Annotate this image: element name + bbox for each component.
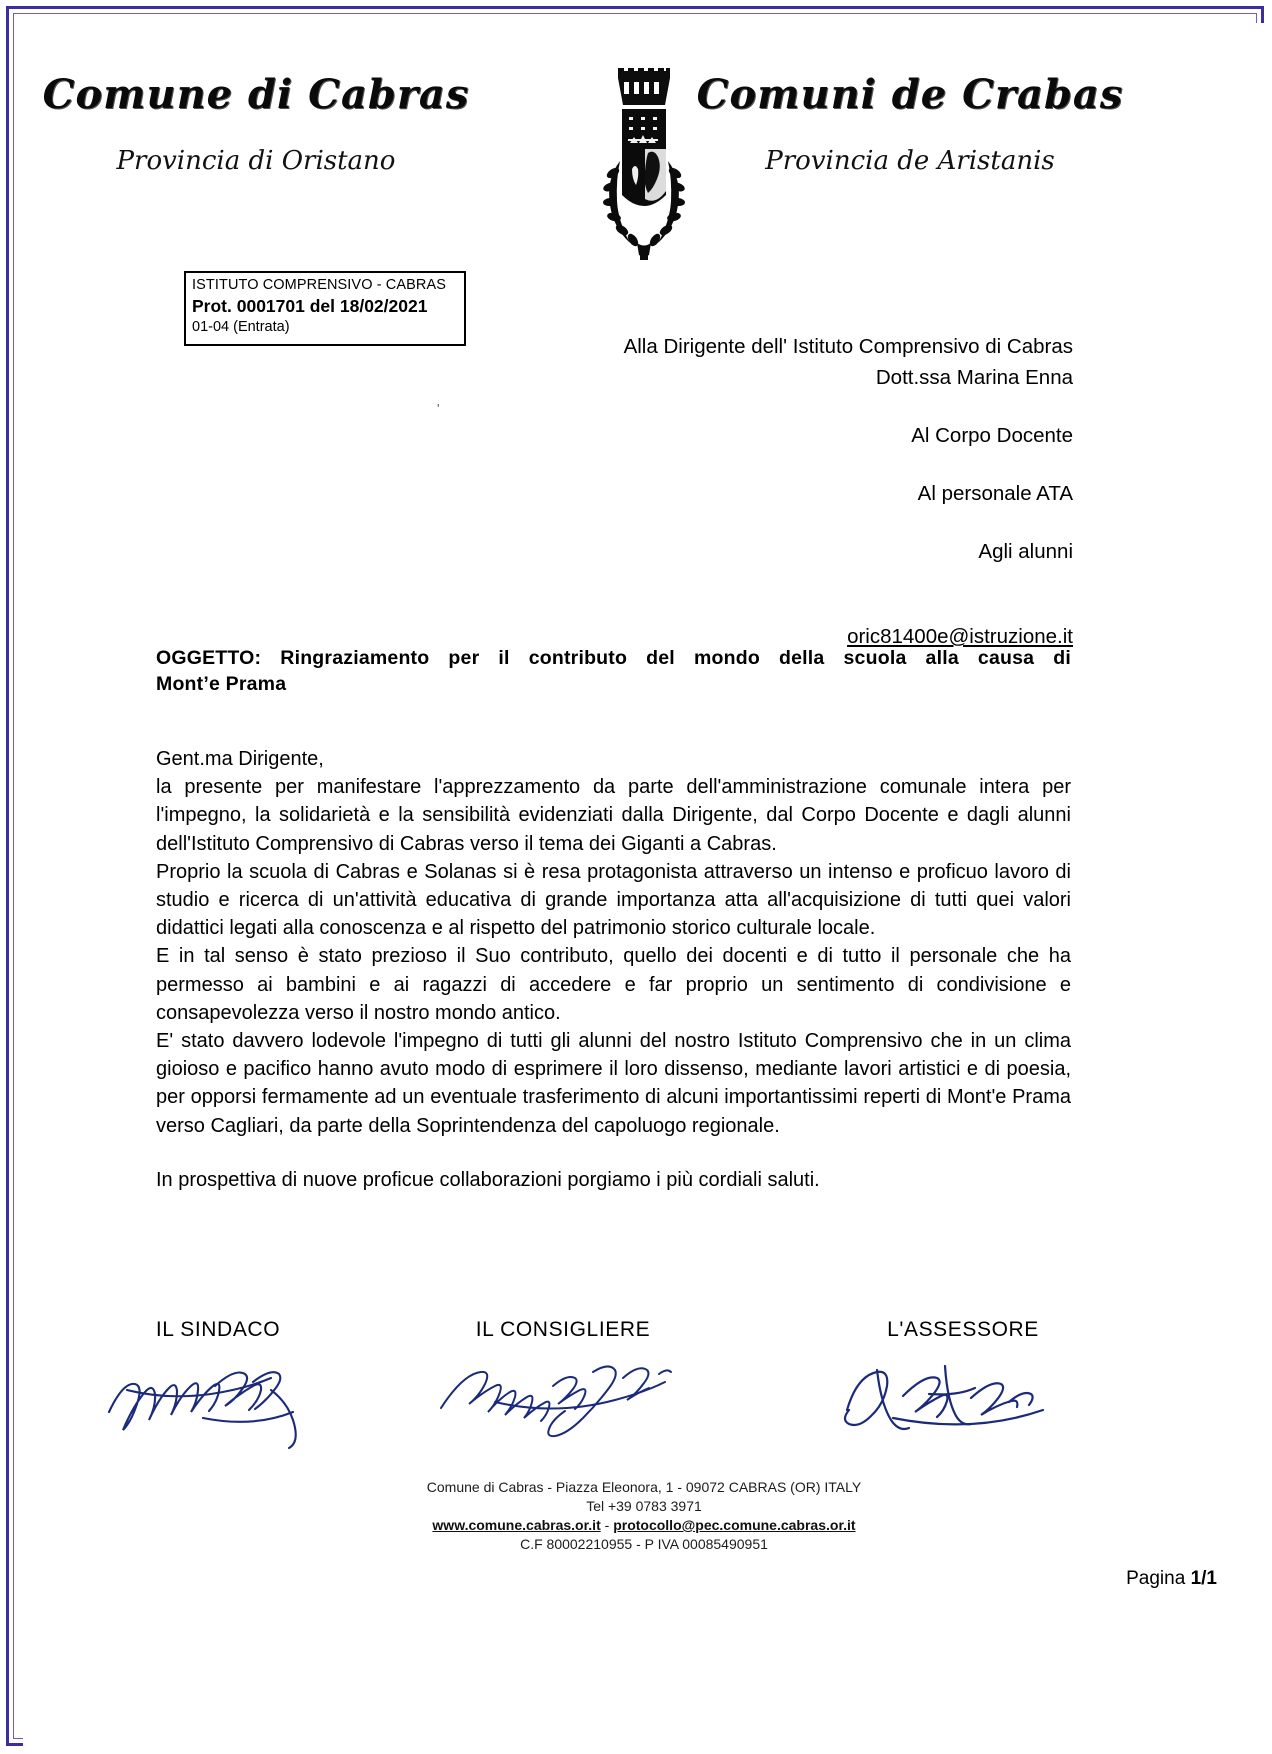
signature-sindaco — [103, 1318, 333, 1451]
comune-title-italian: Comune di Cabras — [42, 71, 470, 118]
document-sheet — [23, 23, 1265, 1747]
body-closing: In prospettiva di nuove proficue collaborazioni porgiamo i più cordiali saluti. — [156, 1168, 820, 1191]
signature-consigliere — [433, 1318, 693, 1451]
signature-sindaco-label: IL SINDACO — [155, 1318, 281, 1341]
comune-title-sardinian: Comuni de Crabas — [696, 71, 1124, 118]
signature-row — [23, 1318, 1265, 1448]
stamp-protocol-number: Prot. 0001701 del 18/02/2021 — [192, 296, 428, 316]
page-number-value: 1/1 — [1190, 1568, 1217, 1589]
addressee-spacer-4 — [443, 567, 1073, 594]
stray-ink-mark: ' — [437, 401, 440, 416]
subject-block — [156, 645, 1071, 697]
body-paragraph-3: E in tal senso è stato prezioso il Suo contributo, quello dei docenti e di tutto il personale che ha permesso ai bambini e ai ragazzi di accedere e far proprio un sentimento di condivisione e consapevolezza verso il nostro mondo antico. — [156, 945, 1071, 1024]
footer-links — [23, 1516, 1265, 1535]
letterhead — [23, 71, 1265, 251]
page-number — [1126, 1568, 1217, 1590]
addressee-personale-ata: Al personale ATA — [917, 482, 1073, 505]
provincia-subtitle-italian: Provincia di Oristano — [116, 146, 396, 176]
body-paragraph-2: Proprio la scuola di Cabras e Solanas si è resa protagonista attraverso un intenso e proficuo lavoro di studio e ricerca di un'attività educativa di grande importanza atta all'acquisizione di tutti quei valori didattici legati alla conoscenza e al rispetto del patrimonio storico culturale locale. — [156, 860, 1071, 940]
addressee-spacer-3 — [443, 509, 1073, 536]
signature-assessore — [833, 1318, 1093, 1451]
footer-address: Comune di Cabras - Piazza Eleonora, 1 - 09072 CABRAS (OR) ITALY — [426, 1479, 862, 1495]
footer-fiscal-codes: C.F 80002210955 - P IVA 00085490951 — [520, 1536, 768, 1552]
subject-line-2: Mont’e Prama — [156, 673, 287, 695]
addressee-block — [443, 331, 1073, 652]
addressee-spacer-2 — [443, 451, 1073, 478]
addressee-spacer-5 — [443, 594, 1073, 621]
letter-body — [156, 745, 1071, 1194]
body-paragraph-1: la presente per manifestare l'apprezzamento da parte dell'amministrazione comunale intera per l'impegno, la solidarietà e la sensibilità evidenziati dalla Dirigente, dal Corpo Docente e dagli alunni dell'Istituto Comprensivo di Cabras verso il tema dei Giganti a Cabras. — [156, 776, 1071, 855]
addressee-dirigente: Alla Dirigente dell' Istituto Comprensivo di Cabras — [623, 335, 1073, 358]
addressee-alunni: Agli alunni — [978, 540, 1073, 563]
provincia-subtitle-sardinian: Provincia de Aristanis — [765, 146, 1055, 176]
coat-of-arms-icon — [582, 65, 706, 260]
addressee-corpo-docente: Al Corpo Docente — [911, 424, 1073, 447]
stamp-institute-name: ISTITUTO COMPRENSIVO - CABRAS — [192, 277, 446, 293]
page-number-label: Pagina — [1126, 1568, 1186, 1589]
stamp-classification: 01-04 (Entrata) — [192, 319, 290, 335]
protocol-stamp-box — [184, 271, 466, 346]
signature-sindaco-mark — [103, 1346, 333, 1451]
letterhead-italian — [41, 71, 471, 176]
signature-consigliere-label: IL CONSIGLIERE — [475, 1318, 651, 1341]
signature-assessore-mark — [833, 1346, 1093, 1451]
signature-consigliere-mark — [433, 1346, 693, 1451]
addressee-spacer-1 — [443, 393, 1073, 420]
page-border-frame — [6, 6, 1264, 1746]
page-footer — [23, 1478, 1265, 1554]
subject-line-1: OGGETTO: Ringraziamento per il contributo del mondo della scuola alla causa di — [156, 647, 1071, 669]
signature-assessore-label: L'ASSESSORE — [887, 1318, 1039, 1341]
footer-phone: Tel +39 0783 3971 — [586, 1498, 702, 1514]
footer-website-link[interactable]: www.comune.cabras.or.it — [432, 1517, 601, 1533]
body-paragraph-4: E' stato davvero lodevole l'impegno di tutti gli alunni del nostro Istituto Comprensivo che in un clima gioioso e pacifico hanno avuto modo di esprimere il loro dissenso, mediante lavori artistici e di poesia, per opporsi fermamente ad un eventuale trasferimento di alcuni importantissimi reperti di Mont'e Prama verso Cagliari, da parte della Soprintendenza del capoluogo regionale. — [156, 1030, 1071, 1137]
footer-link-separator: - — [600, 1517, 614, 1533]
footer-pec-link[interactable]: protocollo@pec.comune.cabras.or.it — [613, 1517, 856, 1533]
addressee-email-link[interactable]: oric81400e@istruzione.it — [847, 625, 1073, 648]
body-greeting: Gent.ma Dirigente, — [156, 748, 324, 770]
letterhead-sardinian — [695, 71, 1125, 176]
addressee-dirigente-name: Dott.ssa Marina Enna — [875, 366, 1073, 389]
